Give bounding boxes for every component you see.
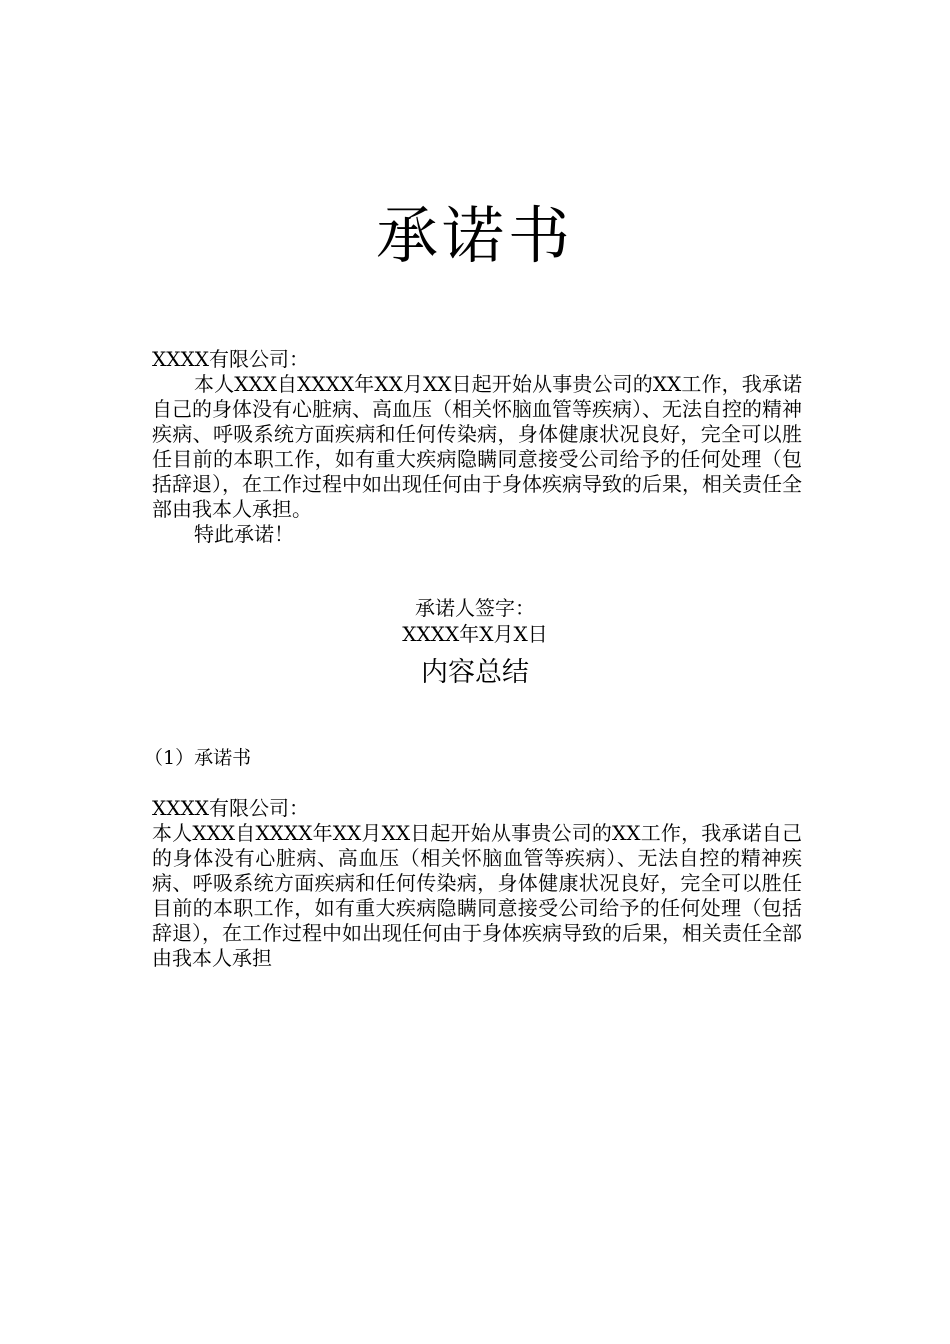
- document-title: 承诺书: [375, 199, 574, 272]
- signature-date: XXXX年X月X日: [402, 622, 548, 646]
- addressee: XXXX有限公司：: [152, 347, 309, 371]
- summary-addressee: XXXX有限公司：: [152, 796, 309, 820]
- commitment-paragraph: 本人XXX自XXXX年XX月XX日起开始从事贵公司的XX工作，我承诺自己的身体没有心脏病、高血压（相关怀脑血管等疾病）、无法自控的精神疾病、呼吸系统方面疾病和任何传染病，身体健康状况良好，完全可以胜任目前的本职工作，如有重大疾病隐瞒同意接受公司给予的任何处理（包括辞退），在工作过程中如出现任何由于身体疾病导致的后果，相关责任全部由我本人承担。: [152, 372, 802, 521]
- summary-title: 内容总结: [421, 657, 529, 688]
- summary-paragraph: 本人XXX自XXXX年XX月XX日起开始从事贵公司的XX工作，我承诺自己的身体没有心脏病、高血压（相关怀脑血管等疾病）、无法自控的精神疾病、呼吸系统方面疾病和任何传染病，身体健康状况良好，完全可以胜任目前的本职工作，如有重大疾病隐瞒同意接受公司给予的任何处理（包括辞退），在工作过程中如出现任何由于身体疾病导致的后果，相关责任全部由我本人承担: [152, 821, 802, 970]
- closing-line: 特此承诺！: [194, 522, 294, 546]
- summary-section-label: （1）承诺书: [144, 747, 252, 769]
- signer-label: 承诺人签字：: [415, 596, 535, 620]
